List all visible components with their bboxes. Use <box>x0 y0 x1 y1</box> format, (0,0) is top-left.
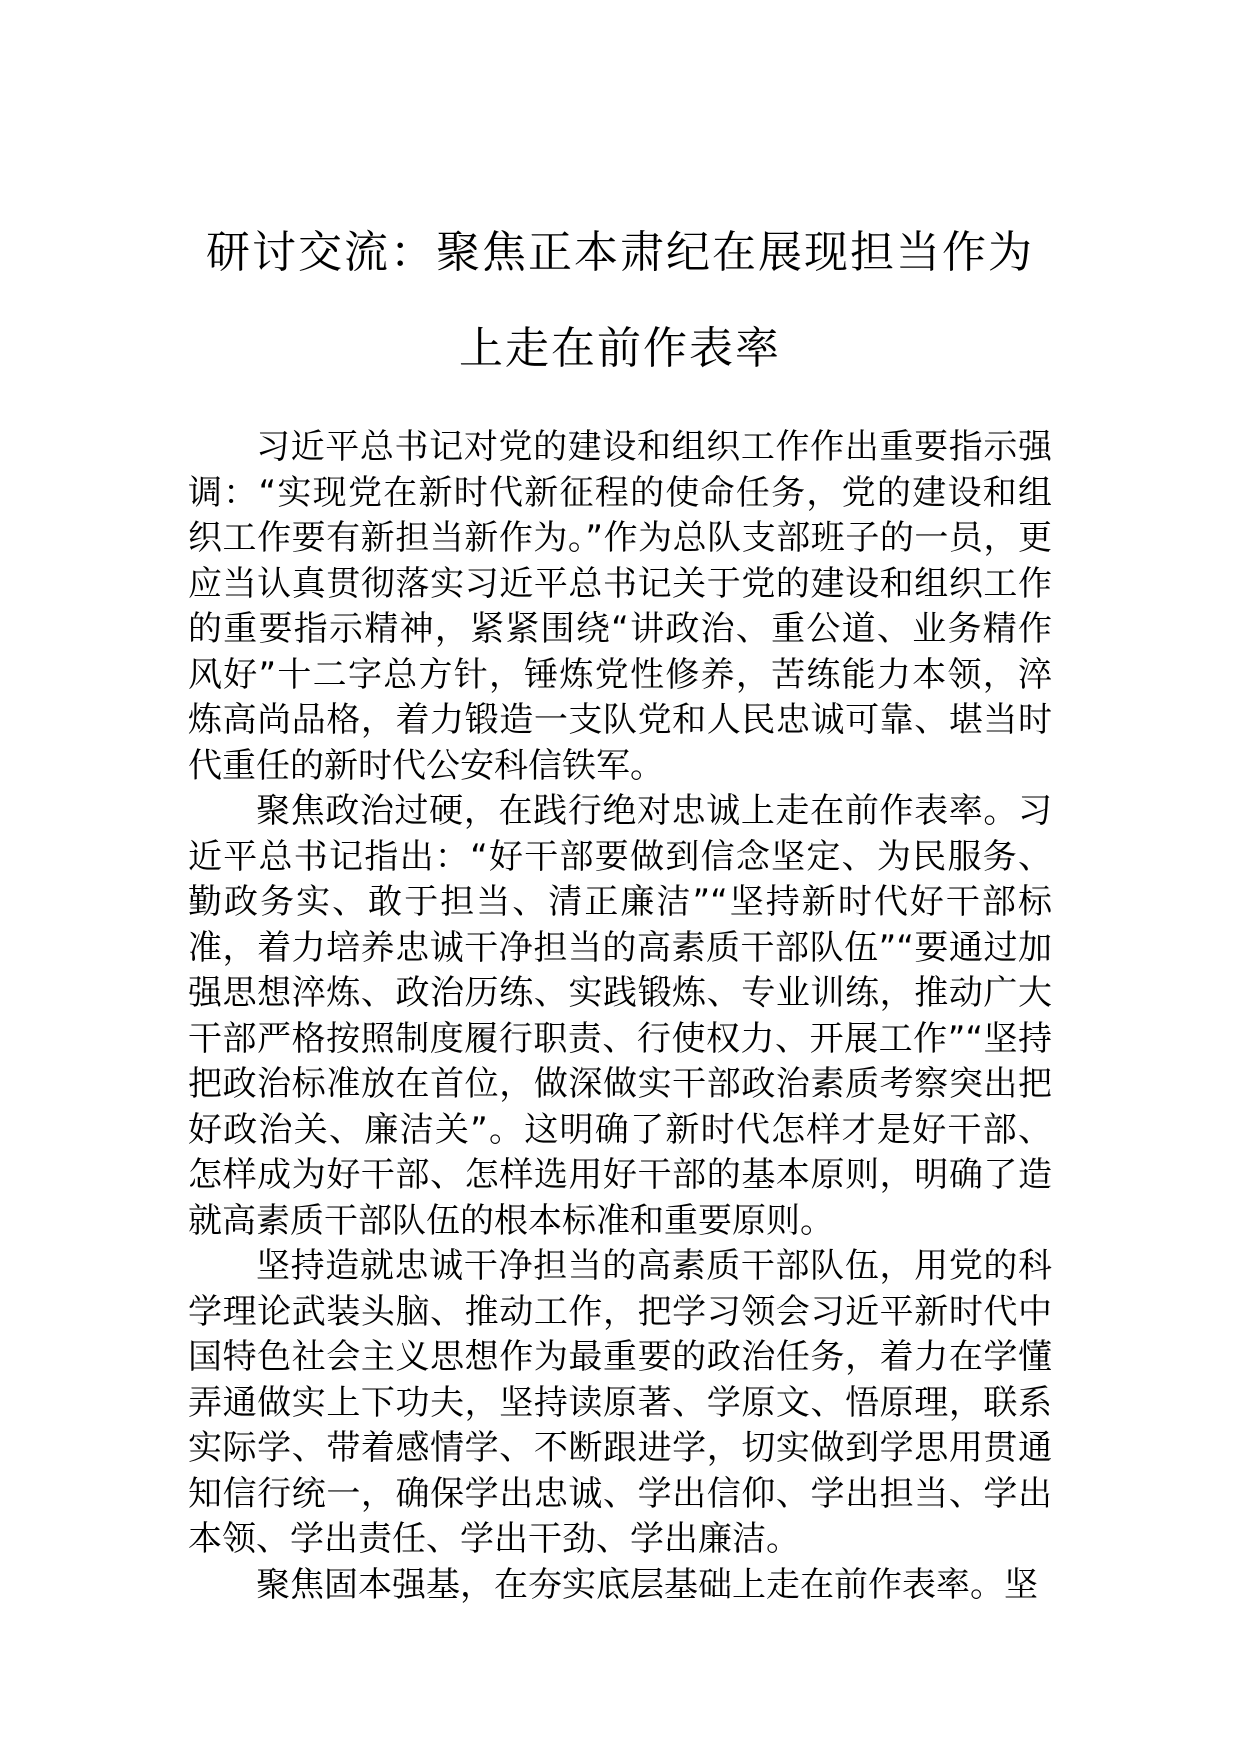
document-title <box>180 205 1060 397</box>
paragraph-4: 聚焦固本强基，在夯实底层基础上走在前作表率。坚 <box>256 1564 1038 1605</box>
paragraph-1: 习近平总书记对党的建设和组织工作作出重要指示强调：“实现党在新时代新征程的使命任务，党的建设和组织工作要有新担当新作为。”作为总队支部班子的一员，更应当认真贯彻落实习近平总书记关于党的建设和组织工作的重要指示精神，紧紧围绕“讲政治、重公道、业务精作风好”十二字总方针，锤炼党性修养，苦练能力本领，淬炼高尚品格，着力锻造一支队党和人民忠诚可靠、堪当时代重任的新时代公安科信铁军。 <box>188 427 1052 786</box>
title-line-2: 上走在前作表率 <box>459 323 781 374</box>
title-line-1: 研讨交流：聚焦正本肃纪在展现担当作为 <box>206 227 1034 278</box>
paragraph-3: 坚持造就忠诚干净担当的高素质干部队伍，用党的科学理论武装头脑、推动工作，把学习领会习近平新时代中国特色社会主义思想作为最重要的政治任务，着力在学懂弄通做实上下功夫，坚持读原著、学原文、悟原理，联系实际学、带着感情学、不断跟进学，切实做到学思用贯通知信行统一，确保学出忠诚、学出信仰、学出担当、学出本领、学出责任、学出干劲、学出廉洁。 <box>188 1246 1052 1559</box>
paragraph-2: 聚焦政治过硬，在践行绝对忠诚上走在前作表率。习近平总书记指出：“好干部要做到信念坚定、为民服务、勤政务实、敢于担当、清正廉洁”“坚持新时代好干部标准，着力培养忠诚干净担当的高素质干部队伍”“要通过加强思想淬炼、政治历练、实践锻炼、专业训练，推动广大干部严格按照制度履行职责、行使权力、开展工作”“坚持把政治标准放在首位，做深做实干部政治素质考察突出把好政治关、廉洁关”。这明确了新时代怎样才是好干部、怎样成为好干部、怎样选用好干部的基本原则，明确了造就高素质干部队伍的根本标准和重要原则。 <box>188 791 1052 1241</box>
document-body <box>188 425 1052 1608</box>
